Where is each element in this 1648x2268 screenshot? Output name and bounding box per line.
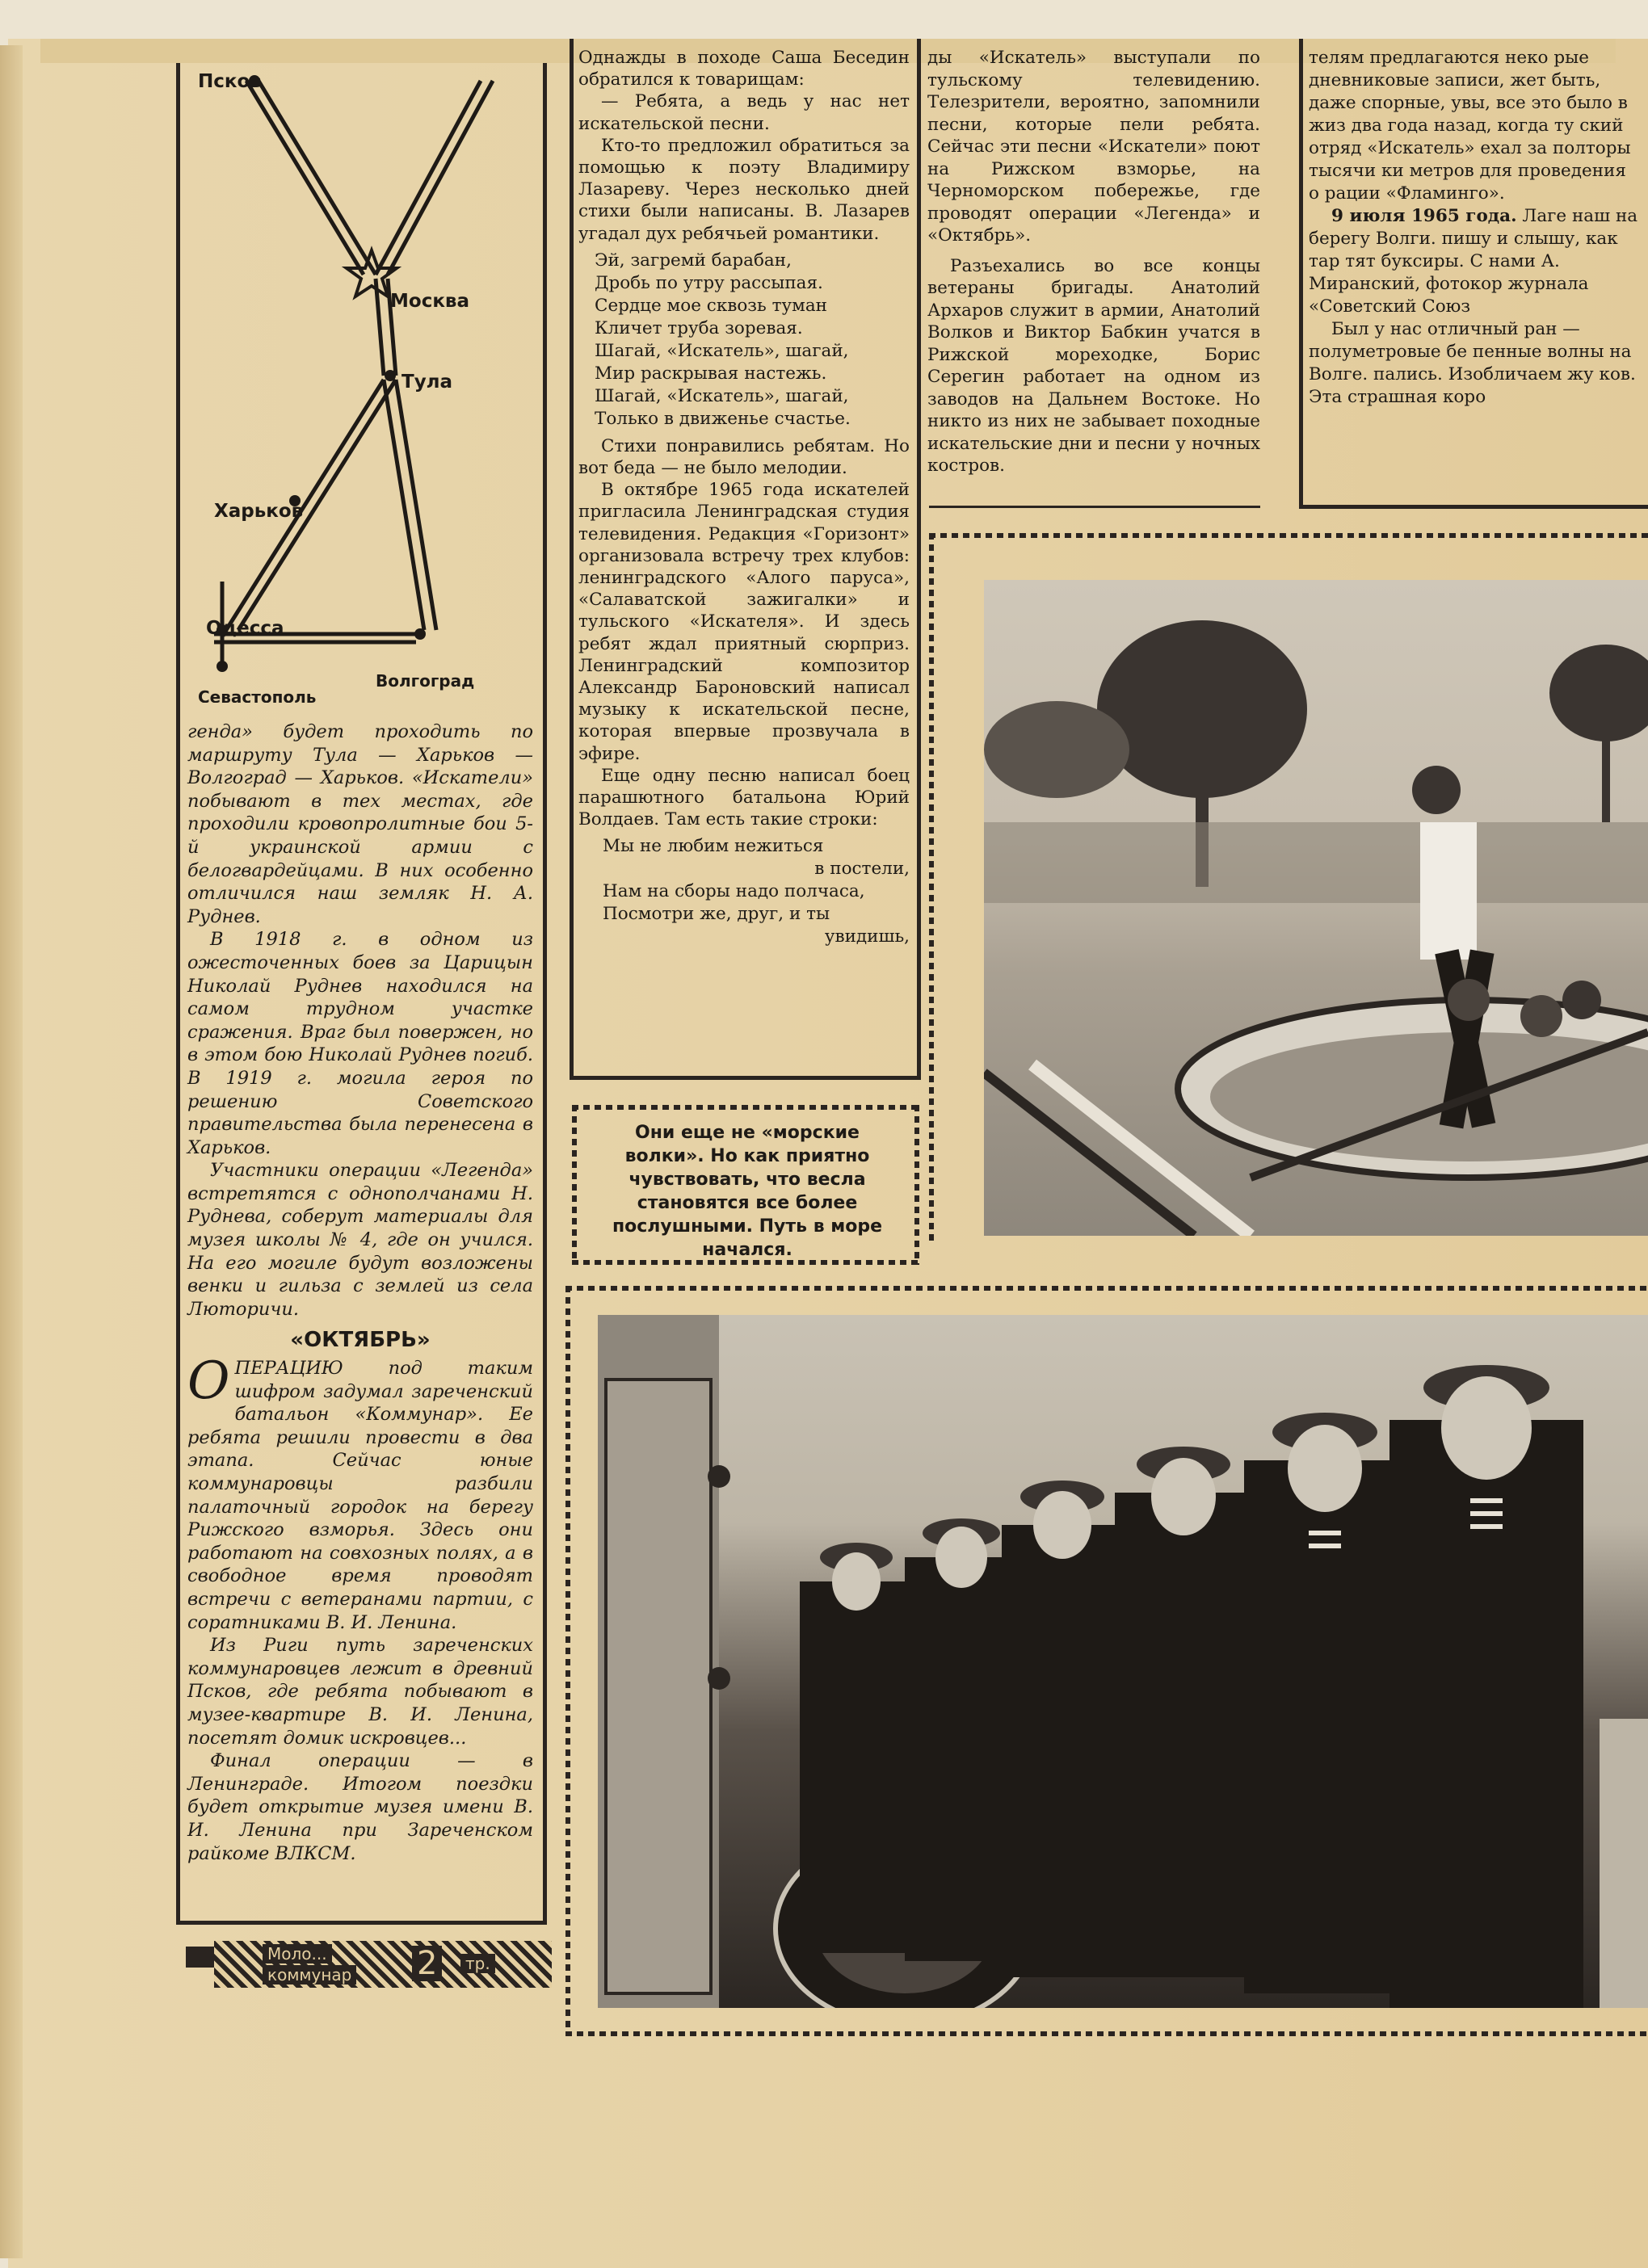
left-box-border-right (543, 63, 547, 1921)
caption-frame-right (914, 1105, 919, 1265)
map-label-moscow: Москва (390, 291, 470, 312)
photo1-frame-left (929, 533, 934, 1244)
poem-2 (603, 835, 910, 948)
mid-para-1: Однажды в походе Саша Беседин обратился к товарищам: (578, 48, 910, 90)
right-para-2: Лаге наш на берегу Волги. пишу и слышу, как тар тят буксиры. С нами А. Миранский, фотокор журнала «Советский Союз (1309, 206, 1638, 317)
mid-para-3: Кто-то предложил обратиться за помощью к поэту Владимиру Лазареву. Через несколько дней стихи были написаны. В. Лазарев угадал дух ребячьей романтики. (578, 135, 910, 244)
poem-1-line: Шагай, «Искатель», шагай, (595, 340, 849, 361)
middle-box-border-left (570, 39, 574, 1079)
left-para-6: Финал операции — в Ленинграде. Итогом поездки будет открытие музея имени В. И. Ленина при Зареченском райкоме ВЛКСМ. (187, 1750, 533, 1864)
caption-frame-top (572, 1105, 919, 1110)
route-map (182, 65, 541, 703)
poem-1-line: Эй, загремй барабан, (595, 250, 792, 271)
poem-2-line: Мы не любим нежиться (603, 836, 824, 857)
page-number: 2 (412, 1946, 442, 1981)
middle-box-border-bottom (570, 1076, 921, 1080)
map-label-volgograd: Волгоград (376, 671, 475, 691)
left-para-4: ПЕРАЦИЮ под таким шифром задумал зареченский батальон «Коммунар». Ее ребята решили провести в два этапа. Сейчас юные коммунаровцы разбили палаточный городок на берегу Рижского взморья. Здесь они работают на совхозных полях, а в свободное время проводят встречи с ветеранами партии, с соратниками В. И. Ленина. (187, 1358, 533, 1633)
right-column-text (1309, 47, 1640, 499)
poem-1-line: Кличет труба зоревая. (595, 317, 803, 338)
masthead-line2: коммунар (263, 1965, 356, 1984)
poem-2-line: Посмотри же, друг, и ты (603, 904, 830, 925)
map-label-tula: Тула (401, 372, 453, 393)
photo2-frame-left (565, 1286, 570, 2036)
poem-2-line: Нам на сборы надо полчаса, (603, 881, 865, 902)
middle-box-border-right (917, 39, 921, 1079)
masthead-footer (214, 1941, 552, 1988)
mid-para-5: В октябре 1965 года искателей пригласила Ленинградская студия телевидения. Редакция «Горизонт» организовала встречу трех клубов: ленинградского «Алого паруса», «Салаватской зажигалки» и тульского «Искателя». И здесь ребят ждал приятный сюрприз. Ленинградский композитор Александр Бароновский написал музыку к искательской песне, которая впервые прозвучала в эфире. (578, 480, 910, 764)
oktyabr-heading: «ОКТЯБРЬ» (290, 1328, 431, 1353)
left-para-1: генда» будет проходить по маршруту Тула — Харьков — Волгоград — Харьков. «Искатели» побывают в тех местах, где проходили кровопролитные бои 5-й украинской армии с белогвардейцами. В них особенно отличился наш земляк Н. А. Руднев. (187, 721, 533, 927)
left-column-text (187, 720, 533, 1865)
page-fold-shadow (0, 45, 23, 2258)
photo1-frame-top (929, 533, 1648, 538)
poem-2-line: увидишь, (824, 926, 910, 947)
poem-1-line: Сердце мое сквозь туман (595, 295, 827, 316)
poem-1-line: Шагай, «Искатель», шагай, (595, 385, 849, 406)
poem-1-line: Дробь по утру рассыпая. (595, 272, 823, 293)
left-box-border-bottom (176, 1921, 547, 1925)
right-middle-column-text (927, 47, 1260, 477)
right-date-bold: 9 июля 1965 года. (1331, 206, 1517, 226)
sailors-photo (598, 1315, 1648, 2008)
rmid-para-2: Разъехались во все концы ветераны бригады. Анатолий Архаров служит в армии, Анатолий Волков и Виктор Бабкин учатся в Рижской мореходке, Борис Серегин работает на одном из заводов на Дальнем Востоке. Но никто из них не забывает походные искательские дни и песни у ночных костров. (927, 255, 1260, 476)
map-label-odessa: Одесса (206, 618, 284, 639)
left-para-5: Из Риги путь зареченских коммунаровцев лежит в древний Псков, где ребята побывают в музее-квартире В. И. Ленина, посетят домик искровцев... (187, 1635, 533, 1749)
left-para-2: В 1918 г. в одном из ожесточенных боев за Царицын Николай Руднев находился на самом трудном участке сражения. Враг был повержен, но в этом бою Николай Руднев погиб. В 1919 г. могила героя по решению Советского правительства была перенесена в Харьков. (187, 929, 533, 1158)
drop-cap: О (187, 1351, 230, 1412)
left-box-border-left (176, 63, 180, 1921)
masthead-line1: Моло... (263, 1944, 332, 1964)
masthead-suffix: тр. (460, 1954, 495, 1973)
photo2-frame-top (565, 1286, 1648, 1291)
poem-1 (595, 250, 910, 430)
mid-para-4: Стихи понравились ребятам. Но вот беда — не было мелодии. (578, 435, 910, 479)
left-para-3: Участники операции «Легенда» встретятся с однополчанами Н. Руднева, соберут материалы для музея школы № 4, где он учился. На его могиле будут возложены венки и гильза с землей из села Лютоpичи. (187, 1160, 533, 1320)
right-para-1: телям предлагаются неко рые дневниковые записи, жет быть, даже спорные, увы, все это было в жиз два года назад, когда ту ский отряд «Искатель» ехал за полторы тысячи ки метров для проведения о рации «Фламинго». (1309, 48, 1631, 204)
right-middle-bottom-rule (929, 506, 1260, 508)
map-label-pskov: Псков (198, 71, 262, 92)
mid-para-2: — Ребята, а ведь у нас нет искательской песни. (578, 91, 910, 134)
photo-caption: Они еще не «морские волки». Но как приятно чувствовать, что весла становятся все более послушными. Путь в море начался. (612, 1123, 883, 1260)
middle-column-text (578, 47, 910, 953)
right-box-border-bottom (1299, 505, 1648, 509)
boat-photo (984, 580, 1648, 1236)
poem-1-line: Только в движенье счастье. (595, 408, 851, 429)
map-label-sevastopol: Севастополь (198, 687, 317, 703)
poem-1-line: Мир раскрывая настежь. (595, 363, 827, 384)
caption-frame-left (572, 1105, 577, 1265)
right-box-border-left (1299, 39, 1303, 509)
map-label-kharkov: Харьков (214, 501, 304, 522)
mid-para-6: Еще одну песню написал боец парашютного батальона Юрий Волдаев. Там есть такие строки: (578, 765, 910, 830)
photo2-frame-bottom (565, 2031, 1648, 2036)
poem-2-line: в постели, (814, 859, 910, 880)
right-para-3: Был у нас отличный ран — полуметровые бе пенные волны на Волге. пались. Изобличаем жу ков. Эта страшная коро (1309, 319, 1636, 407)
rmid-para-1: ды «Искатель» выступали по тульскому телевидению. Телезрители, вероятно, запомнили песни, которые пели ребята. Сейчас эти песни «Искатели» поют на Рижском взморье, на Черноморском побережье, где проводят операции «Легенда» и «Октябрь». (927, 48, 1260, 246)
